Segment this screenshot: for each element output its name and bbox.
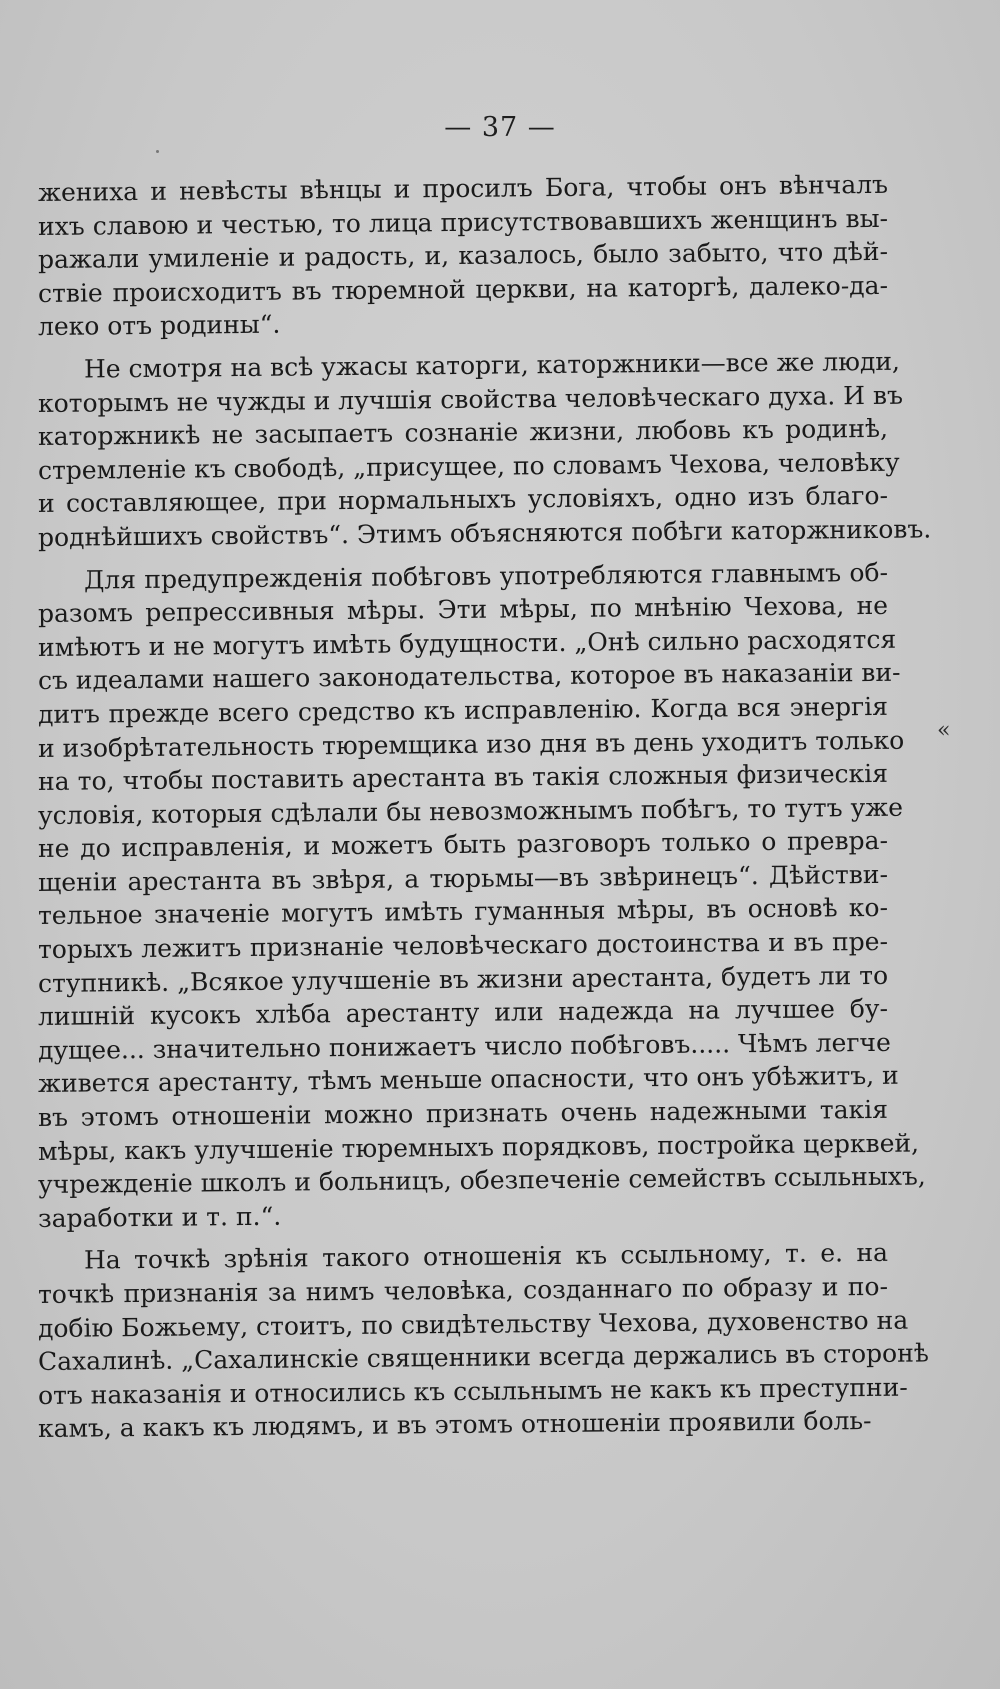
text-line: дущее... значительно понижаетъ число побѣговъ..... Чѣмъ легче [37, 1027, 891, 1065]
text-line: Для предупрежденія побѣговъ употребляются главнымъ об- [83, 557, 889, 595]
text-line: заработки и т. п.“. [37, 1201, 282, 1233]
text-line: стремленіе къ свободѣ, „присущее, по словамъ Чехова, человѣку [37, 447, 900, 485]
text-line: роднѣйшихъ свойствъ“. Этимъ объясняются побѣги каторжниковъ. [37, 514, 932, 552]
text-line: щеніи арестанта въ звѣря, а тюрьмы—въ звѣринецъ“. Дѣйстви- [37, 859, 889, 897]
text-line: торыхъ лежитъ признаніе человѣческаго достоинства и въ пре- [37, 926, 889, 965]
text-line: дитъ прежде всего средство къ исправленію. Когда вся энергія [37, 691, 889, 729]
text-line: на то, чтобы поставить арестанта въ такія сложныя физическія [37, 758, 889, 797]
text-line: разомъ репрессивныя мѣры. Эти мѣры, по мнѣнію Чехова, не [37, 590, 889, 629]
text-line: ствіе происходитъ въ тюремной церкви, на каторгѣ, далеко-да- [37, 270, 889, 308]
text-line: въ этомъ отношеніи можно признать очень надежными такія [37, 1094, 889, 1133]
text-line: учрежденіе школъ и больницъ, обезпеченіе семействъ ссыльныхъ, [37, 1161, 926, 1200]
text-line: добію Божьему, стоитъ, по свидѣтельству Чехова, духовенство на [37, 1305, 909, 1343]
text-line: не до исправленія, и можетъ быть разговоръ только о превра- [37, 826, 889, 864]
margin-mark: « [937, 718, 951, 743]
text-line: На точкѣ зрѣнія такого отношенія къ ссыльному, т. е. на [83, 1238, 889, 1275]
page-number: — 37 — [444, 112, 556, 143]
text-line: которымъ не чужды и лучшія свойства человѣческаго духа. И въ [37, 380, 904, 418]
text-line: Не смотря на всѣ ужасы каторги, каторжники—все же люди, [83, 346, 901, 384]
text-line: мѣры, какъ улучшеніе тюремныхъ порядковъ, постройка церквей, [37, 1128, 920, 1166]
body-text [37, 169, 932, 1446]
text-line: условія, которыя сдѣлали бы невозможнымъ побѣгъ, то тутъ уже [37, 792, 904, 830]
text-line: ражали умиленіе и радость, и, казалось, было забыто, что дѣй- [37, 237, 889, 275]
paper-speck [156, 150, 159, 153]
text-line: отъ наказанія и относились къ ссыльнымъ не какъ къ преступни- [37, 1372, 908, 1410]
text-line: каторжникѣ не засыпаетъ сознаніе жизни, любовь къ родинѣ, [37, 413, 889, 452]
text-line: камъ, а какъ къ людямъ, и въ этомъ отношеніи проявили боль- [37, 1406, 872, 1444]
paragraph [37, 557, 926, 1236]
text-line: и составляющее, при нормальныхъ условіяхъ, одно изъ благо- [37, 481, 889, 519]
text-line: и изобрѣтательность тюремщика изо дня въ день уходитъ только [37, 725, 905, 763]
text-line: тельное значеніе могутъ имѣть гуманныя мѣры, въ основѣ ко- [37, 893, 889, 931]
text-line: живется арестанту, тѣмъ меньше опасности, что онъ убѣжитъ, и [37, 1061, 899, 1099]
paragraph [37, 346, 932, 555]
paragraph [37, 169, 889, 344]
text-line: точкѣ признанія за нимъ человѣка, созданнаго по образу и по- [37, 1271, 889, 1309]
text-line: ступникѣ. „Всякое улучшеніе въ жизни арестанта, будетъ ли то [37, 960, 889, 998]
paragraph [37, 1238, 930, 1446]
text-line: имѣютъ и не могутъ имѣть будущности. „Онѣ сильно расходятся [37, 624, 897, 662]
text-line: лишній кусокъ хлѣба арестанту или надежда на лучшее бу- [37, 994, 889, 1032]
text-line: ихъ славою и честью, то лица присутствовавшихъ женщинъ вы- [37, 203, 889, 241]
text-line: Сахалинѣ. „Сахалинскіе священники всегда держались въ сторонѣ [37, 1338, 930, 1377]
text-line: жениха и невѣсты вѣнцы и просилъ Бога, чтобы онъ вѣнчалъ [37, 169, 889, 207]
text-line: леко отъ родины“. [37, 310, 281, 342]
text-line: съ идеалами нашего законодательства, которое въ наказаніи ви- [37, 658, 901, 696]
